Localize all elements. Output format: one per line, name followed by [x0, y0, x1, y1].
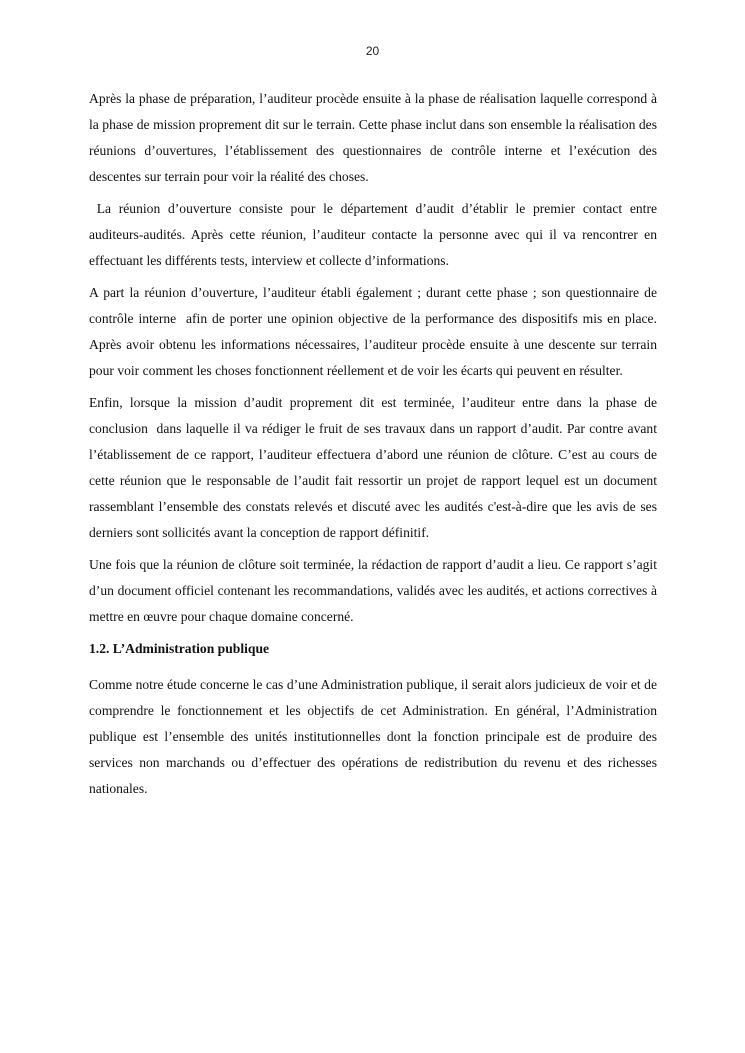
paragraph-opening-meeting: La réunion d’ouverture consiste pour le département d’audit d’établir le premier contact entre auditeurs-audités. Après cette réunion, l’auditeur contacte la personne avec qui il va rencontrer en effectuant les différents tests, interview et collecte d’informations. — [89, 201, 661, 268]
paragraph-audit-report: Une fois que la réunion de clôture soit terminée, la rédaction de rapport d’audit a lieu. Ce rapport s’agit d’un document officiel contenant les recommandations, validés avec les audités, et actions correctives à mettre en œuvre pour chaque domaine concerné. — [89, 557, 661, 624]
paragraph-conclusion-phase: Enfin, lorsque la mission d’audit proprement dit est terminée, l’auditeur entre dans la phase de conclusion dans laquelle il va rédiger le fruit de ses travaux dans un rapport d’audit. Par contre avant l’établissement de ce rapport, l’auditeur effectuera d’abord une réunion de clôture. C’est au cours de cette réunion que le responsable de l’audit fait ressortir un projet de rapport lequel est un document rassemblant l’ensemble des constats relevés et discuté avec les audités c'est-à-dire que les avis de ses derniers sont sollicités avant la conception de rapport définitif. — [89, 395, 661, 540]
section-heading: 1.2. L’Administration publique — [89, 641, 270, 656]
paragraph-internal-control-questionnaire: A part la réunion d’ouverture, l’auditeur établi également ; durant cette phase ; son questionnaire de contrôle interne afin de porter une opinion objective de la performance des dispositifs mis en place. Après avoir obtenu les informations nécessaires, l’auditeur procède ensuite à une descente sur terrain pour voir comment les choses fonctionnent réellement et de voir les écarts qui peuvent en résulter. — [89, 285, 661, 378]
paragraph-public-administration: Comme notre étude concerne le cas d’une Administration publique, il serait alors judicieux de voir et de comprendre le fonctionnement et les objectifs de cet Administration. En général, l’Administration publique est l’ensemble des unités institutionnelles dont la fonction principale est de produire des services non marchands ou d’effectuer des opérations de redistribution du revenu et des richesses nationales. — [89, 677, 661, 796]
page-number: 20 — [365, 44, 380, 58]
document-body — [89, 86, 661, 808]
paragraph-realisation-phase: Après la phase de préparation, l’auditeur procède ensuite à la phase de réalisation laquelle correspond à la phase de mission proprement dit sur le terrain. Cette phase inclut dans son ensemble la réalisation des réunions d’ouvertures, l’établissement des questionnaires de contrôle interne et l’exécution des descentes sur terrain pour voir la réalité des choses. — [89, 91, 661, 184]
